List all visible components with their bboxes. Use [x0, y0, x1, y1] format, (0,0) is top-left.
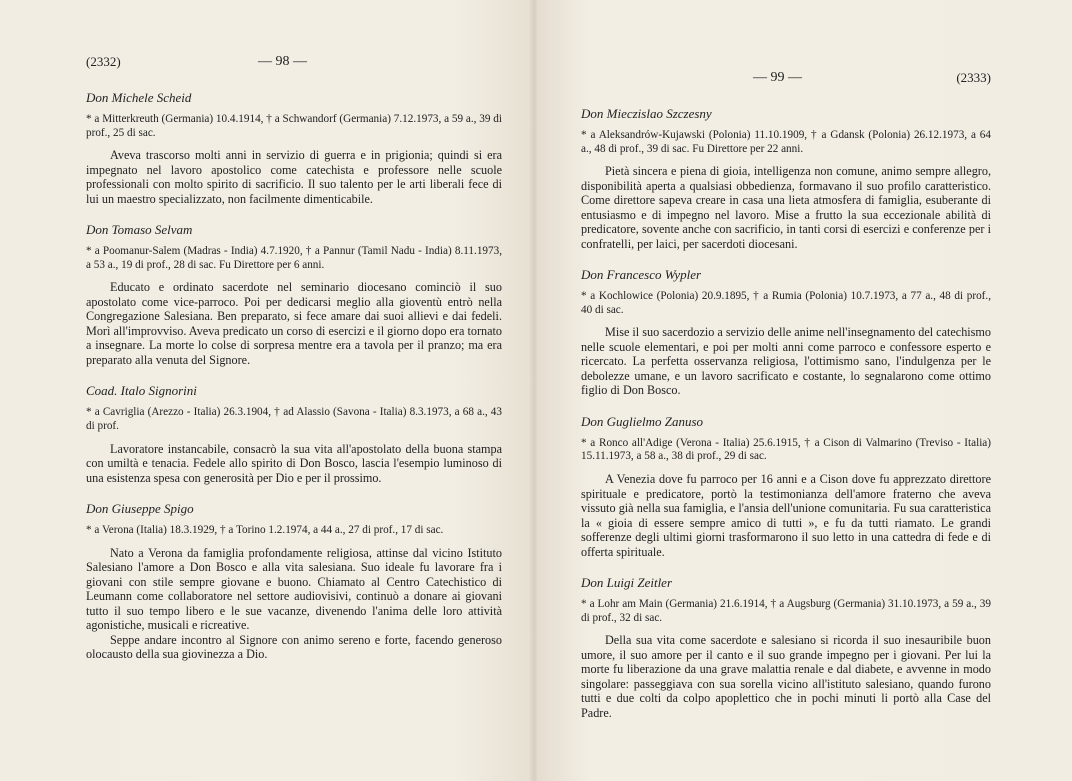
- right-page: [537, 0, 1072, 781]
- entry-dates: * a Aleksandrów-Kujawski (Polonia) 11.10.1909, † a Gdansk (Polonia) 26.12.1973, a 64 a., 48 di prof., 39 di sac. Fu Direttore per 22 anni.: [581, 129, 991, 155]
- entry-name: Don Tomaso Selvam: [86, 222, 193, 238]
- entry-paragraph: Seppe andare incontro al Signore con animo sereno e forte, facendo generoso olocausto della sua giovinezza a Dio.: [86, 632, 502, 662]
- entry-dates: * a Cavriglia (Arezzo - Italia) 26.3.1904, † ad Alassio (Savona - Italia) 8.3.1973, a 68 a., 43 di prof.: [86, 406, 502, 432]
- entry-paragraph: Educato e ordinato sacerdote nel seminario diocesano cominciò il suo apostolato come vice-parroco. Poi per dedicarsi meglio alla gioventù entrò nella Congregazione Salesiana. Ben preparato, si fece amare dai suoi allievi e dai fedeli. Morì all'improvviso. Aveva predicato un corso di esercizi e il giorno dopo era tornato a insegnare. La morte lo colse di sorpresa mentre era a tavola per il pranzo; ma era preparato alla venuta del Signore.: [86, 280, 502, 367]
- entry-paragraph: Della sua vita come sacerdote e salesiano si ricorda il suo inesauribile buon umore, il suo amore per il canto e il suo grande impegno per i giovani. Per lui la morte fu liberazione da una grave malattia renale e dal diabete, e avvenne in modo singolare: passeggiava con sua sorella vicino all'istituto salesiano, quando furono tutti e due colti da colpo apoplettico che in pochi minuti li portò alla Case del Padre.: [581, 633, 991, 720]
- left-page: [0, 0, 533, 781]
- right-running-head: [581, 70, 991, 92]
- left-page-number: — 98 —: [258, 54, 307, 69]
- obituary-entry: [581, 106, 991, 251]
- entry-name: Don Guglielmo Zanuso: [581, 413, 704, 429]
- entry-paragraph: Nato a Verona da famiglia profondamente religiosa, attinse dal vicino Istituto Salesiano l'amore a Don Bosco e alla vita salesiana. Suo ideale fu lavorare fra i giovani con stile sempre giovane e buono. Chiamato al Centro Catechistico di Leumann come collaboratore nel settore audiovisivi, continuò a donare ai giovani tutto il suo tempo libero e le sue vacanze, divenendo l'anima delle loro attività agonistiche, musicali e ricreative.: [86, 545, 502, 633]
- obituary-entry: [581, 267, 991, 398]
- entry-dates: * a Kochlowice (Polonia) 20.9.1895, † a Rumia (Polonia) 10.7.1973, a 77 a., 48 di prof., 40 di sac.: [581, 290, 991, 316]
- entry-name: Don Michele Scheid: [86, 90, 192, 105]
- entry-dates: * a Poomanur-Salem (Madras - India) 4.7.1920, † a Pannur (Tamil Nadu - India) 8.11.1973, a 53 a., 19 di prof., 28 di sac. Fu Direttore per 6 anni.: [86, 245, 502, 271]
- obituary-entry: [86, 222, 502, 367]
- entry-name: Don Giuseppe Spigo: [86, 501, 194, 517]
- entry-dates: * a Ronco all'Adige (Verona - Italia) 25.6.1915, † a Cison di Valmarino (Treviso - Italia) 15.11.1973, a 58 a., 38 di prof., 29 di sac.: [581, 436, 991, 463]
- entry-dates: * a Mitterkreuth (Germania) 10.4.1914, † a Schwandorf (Germania) 7.12.1973, a 59 a., 39 di prof., 25 di sac.: [86, 113, 502, 139]
- entry-paragraph: Pietà sincera e piena di gioia, intelligenza non comune, animo sempre allegro, disponibilità aperta a qualsiasi obbedienza, formavano il suo profilo caratteristico. Come direttore sapeva creare in casa una lieta atmosfera di famiglia, esuberante di entusiasmo e di impegno nel lavoro. Mise a frutto la sua eccezionale abilità di predicatore, sovente anche con sacrificio, in tanti corsi di esercizi e conferenze per i confratelli, per laici, per sacerdoti diocesani.: [581, 164, 991, 251]
- entry-name: Coad. Italo Signorini: [86, 383, 197, 399]
- right-page-code: (2333): [956, 70, 991, 85]
- obituary-entry: [86, 383, 502, 485]
- right-page-content: [581, 70, 991, 736]
- entry-paragraph: Aveva trascorso molti anni in servizio di guerra e in prigionia; quindi si era impegnato nel lavoro apostolico come catechista e professore nelle scuole professionali con molto spirito di sacrificio. Il suo talento per le arti liberali fece di lui un maestro specializzato, non facilmente dimenticabile.: [86, 148, 502, 206]
- entry-name: Don Francesco Wypler: [581, 267, 702, 283]
- left-page-content: [86, 54, 502, 678]
- obituary-entry: [581, 414, 991, 559]
- entry-paragraph: Mise il suo sacerdozio a servizio delle anime nell'insegnamento del catechismo nelle scuole elementari, e poi per molti anni come parroco e confessore esperto e ricercato. La perfetta osservanza religiosa, l'ottimismo sano, l'indulgenza per le debolezze umane, e un lavoro sacrificato e costante, lo segnalarono come ottimo figlio di Don Bosco.: [581, 325, 991, 398]
- obituary-entry: [581, 575, 991, 720]
- obituary-entry: [86, 501, 502, 662]
- entry-dates: * a Lohr am Main (Germania) 21.6.1914, † a Augsburg (Germania) 31.10.1973, a 59 a., 39 di prof., 32 di sac.: [581, 598, 991, 624]
- entry-name: Don Luigi Zeitler: [581, 575, 673, 591]
- obituary-entry: [86, 90, 502, 206]
- left-page-code: (2332): [86, 54, 121, 69]
- entry-paragraph: A Venezia dove fu parroco per 16 anni e a Cison dove fu apprezzato direttore spirituale e predicatore, portò la testimonianza dell'amore fraterno che aveva vissuto già nella sua famiglia, e l'ansia dell'unione comunitaria. Fu sua caratteristica la « gioia di essere sempre amico di tutti », e fu da tutti riamato. Le grandi sofferenze degli ultimi giorni trasformarono il suo letto in una cattedra di fede e di offerta spirituale.: [581, 472, 991, 559]
- right-page-number: — 99 —: [753, 70, 802, 85]
- left-running-head: [86, 54, 502, 76]
- entry-dates: * a Verona (Italia) 18.3.1929, † a Torino 1.2.1974, a 44 a., 27 di prof., 17 di sac.: [86, 524, 444, 537]
- entry-paragraph: Lavoratore instancabile, consacrò la sua vita all'apostolato della buona stampa con umiltà e tenacia. Fedele allo spirito di Don Bosco, lascia l'esempio luminoso di una esistenza spesa con generosità per Dio e per il prossimo.: [86, 441, 502, 485]
- entry-name: Don Mieczislao Szczesny: [581, 106, 712, 121]
